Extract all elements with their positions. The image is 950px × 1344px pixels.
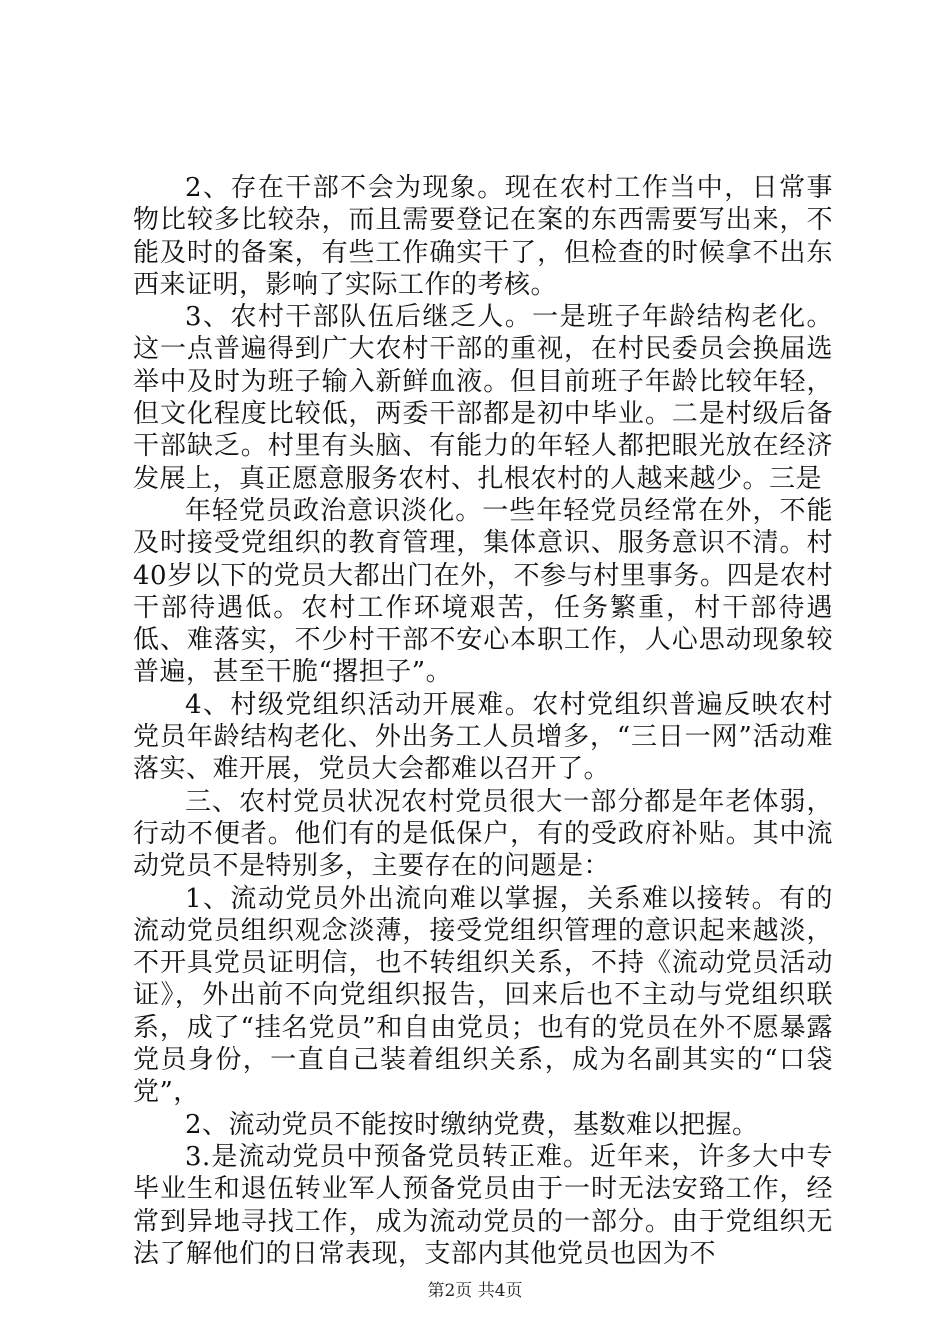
paragraph: 1、流动党员外出流向难以掌握，关系难以接转。有的流动党员组织观念淡薄，接受党组织管理的意识起来越淡，不开具党员证明信，也不转组织关系，不持《流动党员活动证》，外出前不向党组织报告，回来后也不主动与党组织联系，成了“挂名党员”和自由党员；也有的党员在外不愿暴露党员身份，一直自己装着组织关系，成为名副其实的“口袋党”， [133,883,833,1108]
page-footer: 第2页 共4页 [427,1281,523,1301]
paragraph: 3、农村干部队伍后继乏人。一是班子年龄结构老化。这一点普遍得到广大农村干部的重视，在村民委员会换届选举中及时为班子输入新鲜血液。但目前班子年龄比较年轻，但文化程度比较低，两委干部都是初中毕业。二是村级后备干部缺乏。村里有头脑、有能力的年轻人都把眼光放在经济发展上，真正愿意服务农村、扎根农村的人越来越少。三是 [133,302,833,494]
paragraph: 三、农村党员状况农村党员很大一部分都是年老体弱，行动不便者。他们有的是低保户，有的受政府补贴。其中流动党员不是特别多，主要存在的问题是： [133,786,833,882]
paragraph: 年轻党员政治意识淡化。一些年轻党员经常在外，不能及时接受党组织的教育管理，集体意识、服务意识不清。村40岁以下的党员大都出门在外，不参与村里事务。四是农村干部待遇低。农村工作环境艰苦，任务繁重，村干部待遇低、难落实，不少村干部不安心本职工作，人心思动现象较普遍，甚至干脆“撂担子”。 [133,495,833,688]
paragraph: 2、流动党员不能按时缴纳党费，基数难以把握。 [185,1109,759,1140]
paragraph: 3.是流动党员中预备党员转正难。近年来，许多大中专毕业生和退伍转业军人预备党员由于一时无法安臵工作，经常到异地寻找工作，成为流动党员的一部分。由于党组织无法了解他们的日常表现，支部内其他党员也因为不 [133,1141,833,1269]
paragraph: 2、存在干部不会为现象。现在农村工作当中，日常事物比较多比较杂，而且需要登记在案的东西需要写出来，不能及时的备案，有些工作确实干了，但检查的时候拿不出东西来证明，影响了实际工作的考核。 [133,173,833,300]
document-body [133,172,833,1270]
paragraph: 4、村级党组织活动开展难。农村党组织普遍反映农村党员年龄结构老化、外出务工人员增多，“三日一网”活动难落实、难开展，党员大会都难以召开了。 [133,689,833,785]
